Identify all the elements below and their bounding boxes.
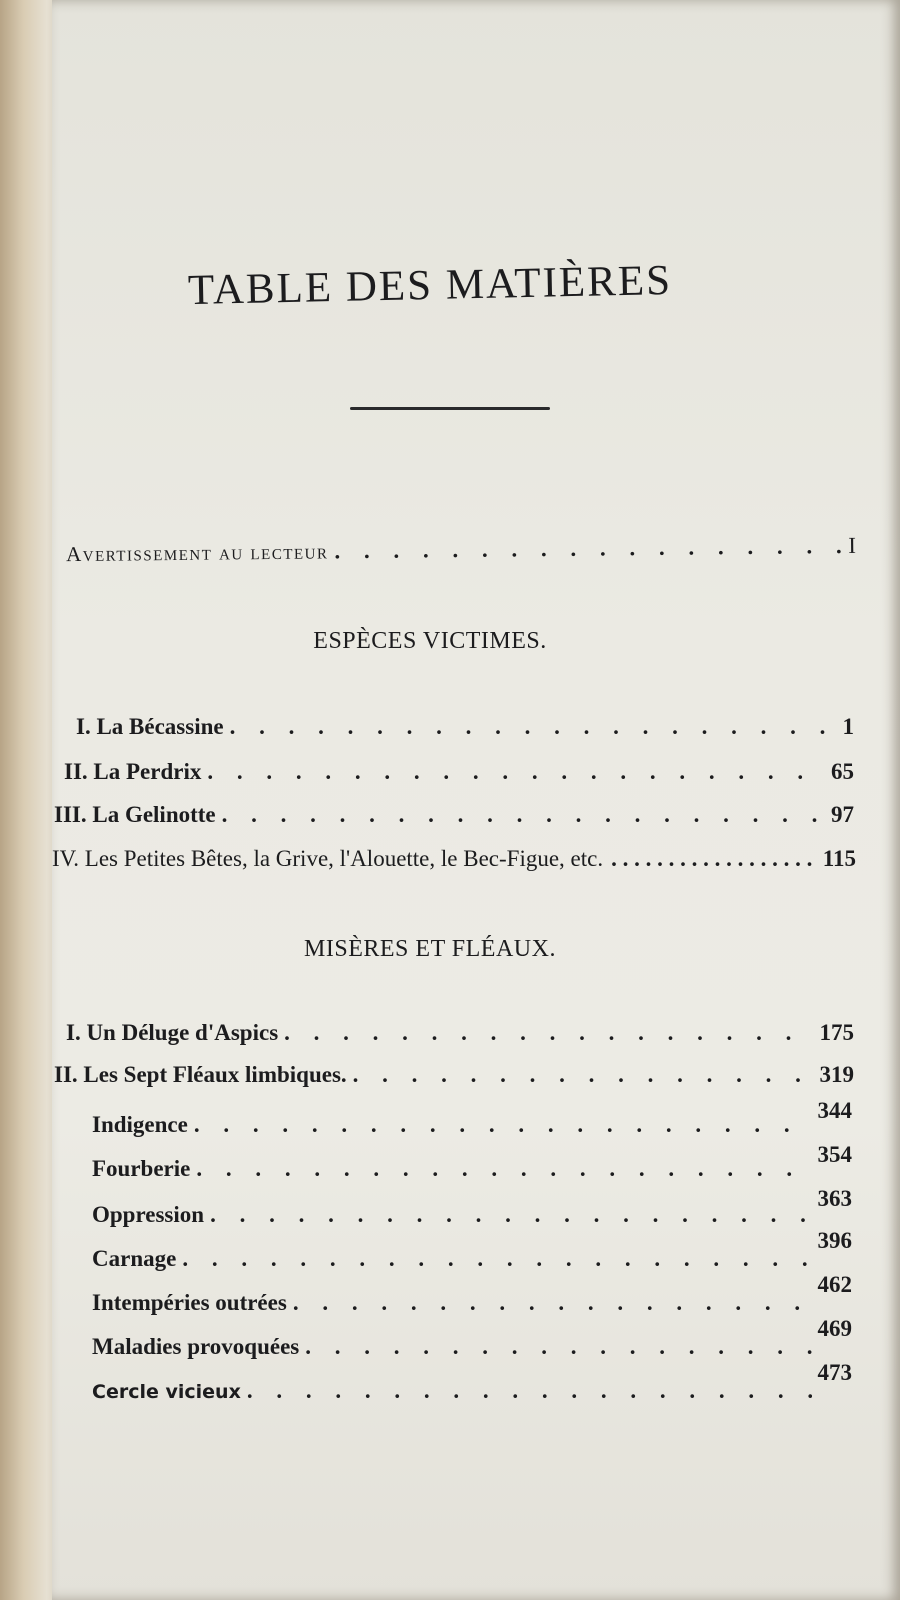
toc-entry-page: 396 bbox=[817, 1228, 852, 1253]
toc-entry-page: 363 bbox=[817, 1186, 852, 1211]
leader-dots bbox=[210, 1202, 811, 1228]
toc-entry-label: I. Un Déluge d'Aspics bbox=[66, 1020, 279, 1045]
section-heading: ESPÈCES VICTIMES. bbox=[313, 628, 547, 654]
toc-entry-label: I. La Bécassine bbox=[76, 714, 224, 739]
toc-entry-page: 97 bbox=[831, 802, 854, 827]
toc-entry-page: 354 bbox=[817, 1142, 852, 1167]
toc-entry-label: Maladies provoquées bbox=[92, 1334, 300, 1359]
leader-dots bbox=[334, 533, 842, 564]
toc-entry-label: Avertissement au lecteur bbox=[65, 539, 329, 567]
toc-entry-page: 344 bbox=[817, 1098, 852, 1123]
leader-dots bbox=[196, 1156, 811, 1182]
toc-entry bbox=[92, 1142, 852, 1182]
toc-entry-label: Fourberie bbox=[92, 1156, 191, 1181]
leader-dots bbox=[230, 714, 837, 740]
leader-dots bbox=[247, 1378, 812, 1404]
toc-entry-page: 469 bbox=[817, 1316, 852, 1341]
toc-entry-page: 319 bbox=[819, 1062, 854, 1087]
toc-entry-label: Carnage bbox=[92, 1246, 177, 1271]
toc-entry-page: 1 bbox=[842, 714, 854, 739]
section-heading: MISÈRES ET FLÉAUX. bbox=[304, 936, 556, 962]
leader-dots bbox=[293, 1290, 812, 1316]
toc-entry-page: 175 bbox=[819, 1020, 854, 1045]
toc-entry bbox=[92, 1098, 852, 1138]
toc-entry-page: 462 bbox=[817, 1272, 852, 1297]
toc-entry bbox=[92, 1228, 852, 1272]
leader-dots bbox=[305, 1334, 811, 1360]
toc-entry bbox=[92, 1186, 852, 1228]
toc-entry bbox=[54, 1062, 854, 1088]
toc-entry-page: 65 bbox=[831, 759, 854, 784]
toc-entry bbox=[92, 1272, 852, 1316]
toc-entry bbox=[66, 1020, 854, 1046]
toc-entry-label: II. Les Sept Fléaux limbiques. bbox=[54, 1062, 347, 1087]
toc-entry bbox=[92, 1316, 852, 1360]
toc-entry-label: Oppression bbox=[92, 1202, 205, 1227]
leader-dots bbox=[222, 802, 825, 828]
leader-dots bbox=[284, 1020, 813, 1046]
toc-entry-label: III. La Gelinotte bbox=[54, 802, 216, 827]
toc-entry bbox=[64, 759, 854, 785]
leader-dots bbox=[611, 846, 815, 872]
toc-entry bbox=[76, 714, 854, 740]
book-page bbox=[52, 0, 900, 1600]
toc-entry bbox=[92, 1360, 852, 1404]
toc-entry-label: Intempéries outrées bbox=[92, 1290, 287, 1315]
toc-entry-page: 473 bbox=[817, 1360, 852, 1385]
leader-dots bbox=[207, 759, 825, 785]
title-divider bbox=[350, 407, 550, 410]
toc-entry-page: 115 bbox=[822, 846, 856, 871]
toc-entry-label: Cercle vicieux bbox=[92, 1381, 241, 1403]
toc-entry-page: I bbox=[848, 532, 857, 558]
toc-entry bbox=[54, 802, 854, 828]
leader-dots bbox=[353, 1062, 814, 1088]
toc-entry-label: Indigence bbox=[92, 1112, 188, 1137]
toc-entry-label: II. La Perdrix bbox=[64, 759, 202, 784]
leader-dots bbox=[194, 1112, 812, 1138]
toc-entry bbox=[52, 846, 856, 872]
leader-dots bbox=[182, 1246, 811, 1272]
page-title: TABLE DES MATIÈRES bbox=[187, 256, 673, 314]
toc-entry-label: IV. Les Petites Bêtes, la Grive, l'Alouette, le Bec-Figue, etc. bbox=[52, 846, 604, 871]
